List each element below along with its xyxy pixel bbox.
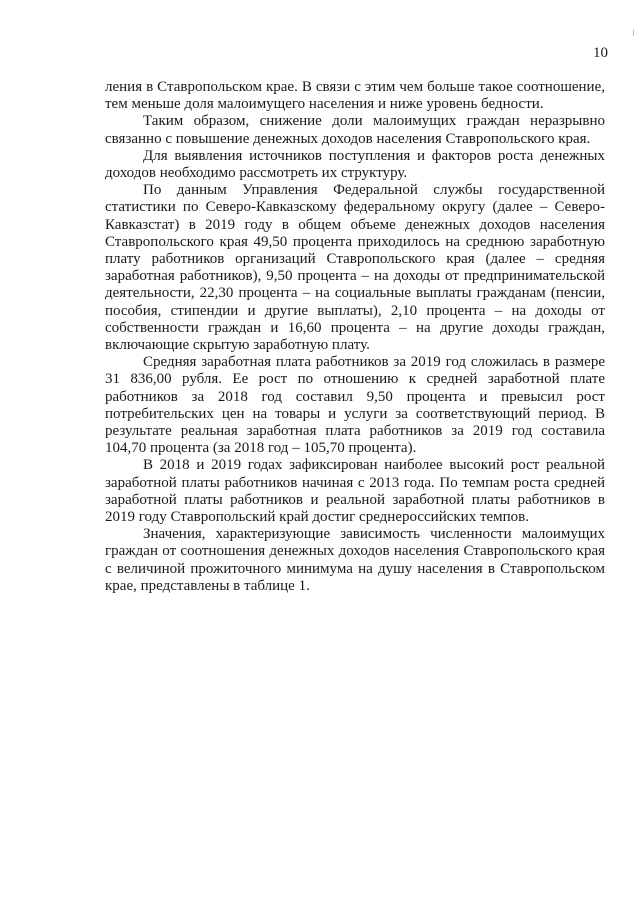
- paragraph-1: ления в Ставропольском крае. В связи с этим чем больше такое соотношение, тем меньше доля малоимущего населения и ниже уровень бедности.: [105, 79, 605, 113]
- scan-edge-mark: [633, 30, 634, 36]
- paragraph-2: Таким образом, снижение доли малоимущих граждан неразрывно связанно с повышение денежных доходов населения Ставропольского края.: [105, 113, 605, 147]
- paragraph-3: Для выявления источников поступления и факторов роста денежных доходов необходимо рассмотреть их структуру.: [105, 147, 605, 182]
- paragraph-5: Средняя заработная плата работников за 2019 год сложилась в размере 31 836,00 рубля. Ее рост по отношению к средней заработной плате работников за 2018 год составил 9,50 процента и превысил рост потребительских цен на товары и услуги за соответствующий период. В результате реальная заработная плата работников за 2019 год составила 104,70 процента (за 2018 год – 105,70 процента).: [105, 354, 605, 457]
- paragraph-4: По данным Управления Федеральной службы государственной статистики по Северо-Кавказскому федеральному округу (далее – Северо-Кавказстат) в 2019 году в общем объеме денежных доходов населения Ставропольского края 49,50 процента приходилось на среднюю заработную плату работников организаций Ставропольского края (далее – средняя заработная работников), 9,50 процента – на доходы от предпринимательской деятельности, 22,30 процента – на социальные выплаты гражданам (пенсии, пособия, стипендии и другие выплаты), 2,10 процента – на доходы от собственности граждан и 16,60 процента – на другие доходы граждан, включающие скрытую заработную плату.: [105, 182, 605, 354]
- paragraph-6: В 2018 и 2019 годах зафиксирован наиболее высокий рост реальной заработной платы работников начиная с 2013 года. По темпам роста средней заработной платы работников и реальной заработной платы работников в 2019 году Ставропольский край достиг среднероссийских темпов.: [105, 457, 605, 526]
- body-text: [105, 79, 605, 595]
- page-number: 10: [593, 45, 608, 61]
- paragraph-7: Значения, характеризующие зависимость численности малоимущих граждан от соотношения денежных доходов населения Ставропольского края с величиной прожиточного минимума на душу населения в Ставропольском крае, представлены в таблице 1.: [105, 526, 605, 594]
